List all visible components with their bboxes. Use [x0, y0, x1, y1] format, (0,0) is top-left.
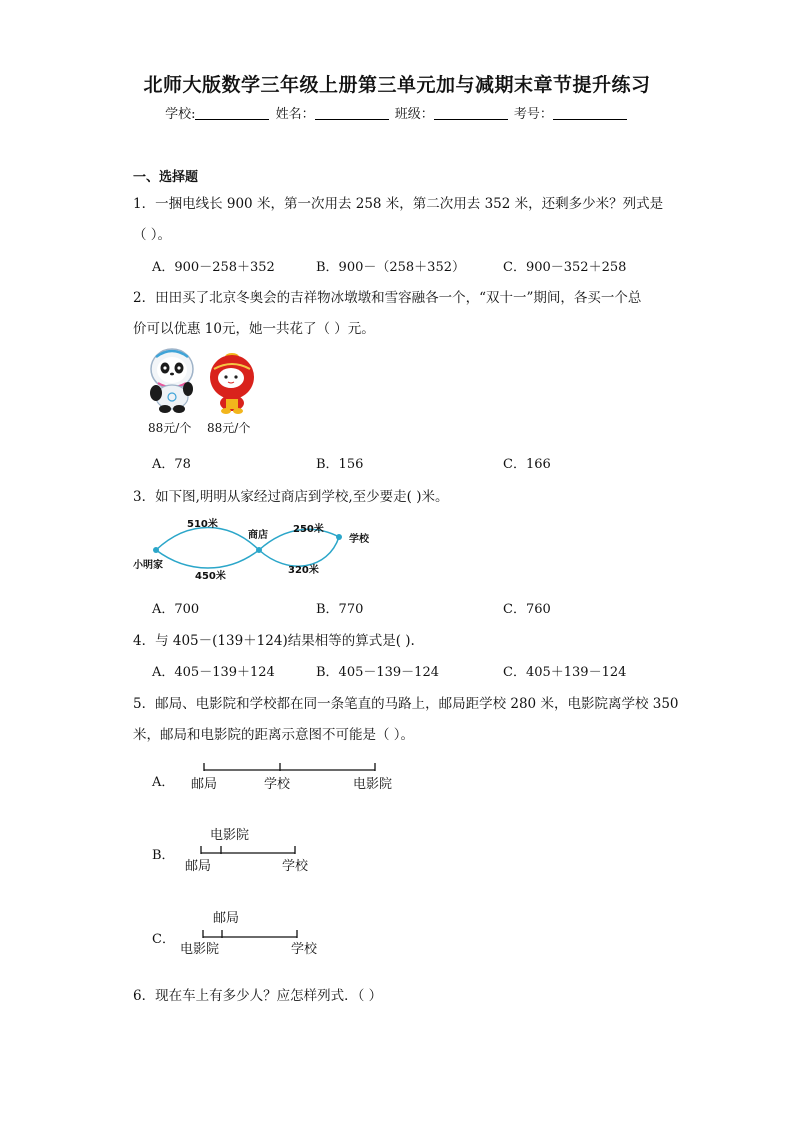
- label-450: 450米: [195, 571, 226, 582]
- q2-option-c[interactable]: C．166: [503, 457, 551, 472]
- label-school: 学校: [349, 534, 369, 545]
- q4-option-a[interactable]: A．405－139＋124: [152, 665, 275, 680]
- q1-text-line1: 1．一捆电线长 900 米，第一次用去 258 米，第二次用去 352 米，还剩多少米？列式是: [133, 196, 664, 212]
- q5-diagram-c: [175, 905, 335, 960]
- route-home-shop-lower: [156, 550, 259, 568]
- c-cinema: 电影院: [180, 942, 220, 957]
- class-label: 班级：: [394, 107, 434, 122]
- c-post-office: 邮局: [213, 911, 240, 926]
- q5-option-b[interactable]: B．: [152, 848, 175, 863]
- q3-route-diagram: [128, 512, 388, 588]
- q3-option-a[interactable]: A．700: [152, 602, 200, 617]
- q2-text-line1: 2．田田买了北京冬奥会的吉祥物冰墩墩和雪容融各一个，“双十一”期间，各买一个总: [133, 290, 642, 306]
- class-blank[interactable]: [434, 106, 508, 120]
- q4-option-c[interactable]: C．405＋139－124: [503, 665, 627, 680]
- q2-option-a[interactable]: A．78: [152, 457, 191, 472]
- q5-option-a[interactable]: A．: [152, 775, 175, 790]
- b-school: 学校: [282, 859, 309, 874]
- q3-text-line1: 3．如下图,明明从家经过商店到学校,至少要走( )米。: [133, 489, 449, 505]
- a-cinema: 电影院: [353, 777, 393, 792]
- school-point: [336, 534, 342, 540]
- q2-option-b[interactable]: B．156: [316, 457, 364, 472]
- q2-text-line2: 价可以优惠 10元，她一共花了（ ）元。: [133, 321, 375, 337]
- label-320: 320米: [288, 565, 319, 576]
- q4-option-b[interactable]: B．405－139－124: [316, 665, 439, 680]
- q5-option-c[interactable]: C．: [152, 932, 175, 947]
- q1-option-c[interactable]: C．900－352＋258: [503, 260, 627, 275]
- page-title: 北师大版数学三年级上册第三单元加与减期末章节提升练习: [143, 74, 651, 96]
- bing-dwen-dwen-figure: [150, 349, 193, 413]
- label-shop: 商店: [248, 530, 268, 541]
- label-250: 250米: [293, 524, 324, 535]
- student-info: [0, 103, 794, 122]
- route-home-shop-upper: [156, 528, 259, 551]
- q5-text-line2: 米，邮局和电影院的距离示意图不可能是（ ）。: [133, 727, 415, 743]
- q1-option-a[interactable]: A．900－258＋352: [152, 260, 275, 275]
- q5-diagram-b: [180, 822, 340, 877]
- school-label: 学校:: [165, 107, 196, 122]
- q1-text-line2: （ ）。: [133, 227, 172, 243]
- q1-option-b[interactable]: B．900－（258＋352）: [316, 260, 465, 275]
- label-home: 小明家: [133, 560, 163, 571]
- q4-text-line1: 4．与 405－(139＋124)结果相等的算式是( ).: [133, 633, 415, 649]
- q2-price-1: 88元/个: [148, 421, 192, 435]
- b-post-office: 邮局: [185, 859, 212, 874]
- school-blank[interactable]: [195, 106, 269, 120]
- shuey-rhon-rhon-figure: [210, 353, 254, 414]
- name-label: 姓名：: [275, 107, 315, 122]
- home-point: [153, 547, 159, 553]
- a-school: 学校: [264, 777, 291, 792]
- q3-option-c[interactable]: C．760: [503, 602, 551, 617]
- q2-price-2: 88元/个: [207, 421, 251, 435]
- shop-point: [256, 547, 262, 553]
- q3-option-b[interactable]: B．770: [316, 602, 364, 617]
- label-510: 510米: [187, 519, 218, 530]
- a-post-office: 邮局: [191, 777, 218, 792]
- number-label: 考号：: [513, 107, 553, 122]
- q6-text-line1: 6．现在车上有多少人？应怎样列式．（ ）: [133, 988, 383, 1004]
- mascots-image: [142, 345, 267, 415]
- c-school: 学校: [291, 942, 318, 957]
- section-heading: 一、选择题: [133, 170, 199, 185]
- q5-text-line1: 5．邮局、电影院和学校都在同一条笔直的马路上，邮局距学校 280 米，电影院离学校 350: [133, 696, 679, 712]
- number-blank[interactable]: [553, 106, 627, 120]
- q5-diagram-a: [180, 760, 410, 800]
- name-blank[interactable]: [315, 106, 389, 120]
- b-cinema: 电影院: [210, 828, 250, 843]
